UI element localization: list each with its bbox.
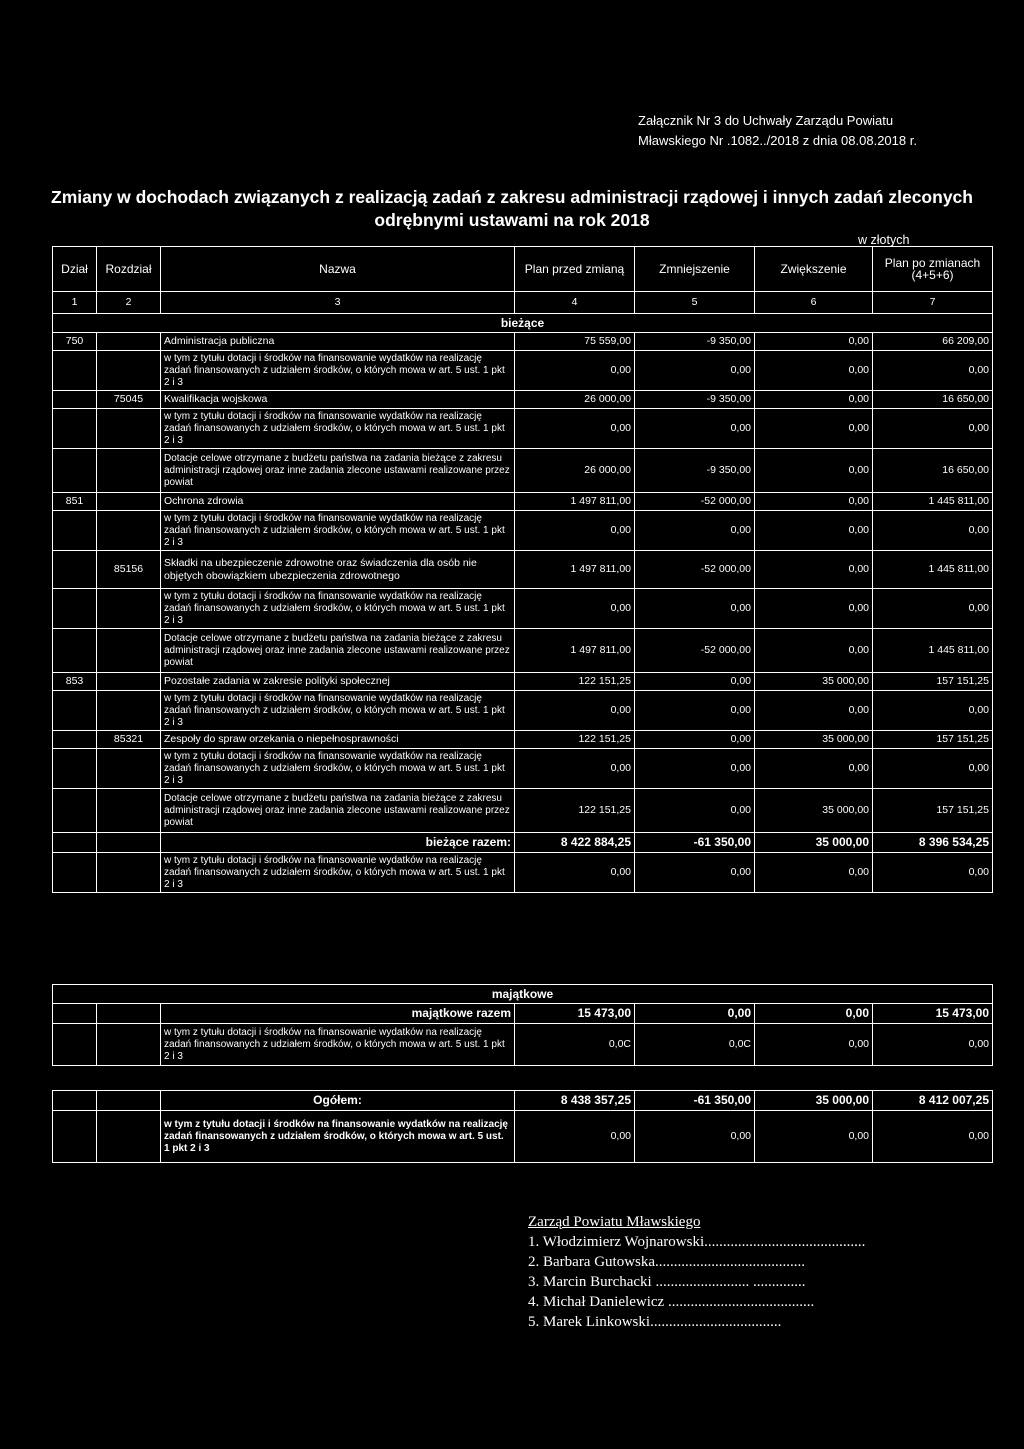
table-row-note — [53, 409, 993, 449]
plus-value: 0,00 — [755, 449, 873, 493]
table-row — [53, 493, 993, 511]
attachment-note — [638, 111, 917, 151]
ogolem-table — [52, 1090, 992, 1163]
plus-value: 0,00 — [755, 749, 873, 789]
minus-value: 0,00 — [635, 511, 755, 551]
plus-value: 35 000,00 — [755, 789, 873, 833]
note-text: w tym z tytułu dotacji i środków na finansowanie wydatków na realizację zadań finansowanych z udziałem środków, o których mowa w art. 5 ust. 1 pkt 2 i 3 — [161, 749, 515, 789]
minus-value: 0,0C — [635, 1024, 755, 1066]
majatkowe-total-label: majątkowe razem — [161, 1004, 515, 1024]
plan-value: 1 497 811,00 — [515, 551, 635, 589]
table-row-note — [53, 853, 993, 893]
after-value: 0,00 — [873, 409, 993, 449]
col-plan-przed: Plan przed zmianą — [515, 247, 635, 292]
dzial-code: 851 — [53, 493, 97, 511]
plan-value: 0,0C — [515, 1024, 635, 1066]
plan-value: 8 422 884,25 — [515, 833, 635, 853]
plan-value: 122 151,25 — [515, 789, 635, 833]
table-row-note — [53, 511, 993, 551]
after-value: 15 473,00 — [873, 1004, 993, 1024]
after-value: 1 445 811,00 — [873, 629, 993, 673]
col-dzial: Dział — [53, 247, 97, 292]
after-value: 66 209,00 — [873, 333, 993, 351]
table-row — [53, 673, 993, 691]
plan-value: 15 473,00 — [515, 1004, 635, 1024]
section-majatkowe-row — [53, 985, 993, 1004]
note-text: w tym z tytułu dotacji i środków na finansowanie wydatków na realizację zadań finansowanych z udziałem środków, o których mowa w art. 5 ust. 1 pkt 2 i 3 — [161, 589, 515, 629]
plus-value: 0,00 — [755, 333, 873, 351]
after-value: 157 151,25 — [873, 673, 993, 691]
biezace-total-row — [53, 833, 993, 853]
after-value: 1 445 811,00 — [873, 493, 993, 511]
dzial-code: 853 — [53, 673, 97, 691]
col-num-7: 7 — [873, 292, 993, 314]
plan-value: 0,00 — [515, 511, 635, 551]
table-row-note — [53, 691, 993, 731]
minus-value: 0,00 — [635, 673, 755, 691]
section-majatkowe: majątkowe — [53, 985, 993, 1004]
unit-label: w złotych — [858, 233, 910, 247]
row-name: Zespoły do spraw orzekania o niepełnosprawności — [161, 731, 515, 749]
after-value: 8 412 007,25 — [873, 1091, 993, 1111]
after-value: 0,00 — [873, 351, 993, 391]
table-row-dotacje — [53, 789, 993, 833]
minus-value: -52 000,00 — [635, 551, 755, 589]
note-text: w tym z tytułu dotacji i środków na finansowanie wydatków na realizację zadań finansowanych z udziałem środków, o których mowa w art. 5 ust. 1 pkt 2 i 3 — [161, 409, 515, 449]
minus-value: -61 350,00 — [635, 1091, 755, 1111]
plan-value: 0,00 — [515, 1111, 635, 1163]
row-name: Administracja publiczna — [161, 333, 515, 351]
minus-value: -52 000,00 — [635, 493, 755, 511]
minus-value: 0,00 — [635, 589, 755, 629]
col-num-5: 5 — [635, 292, 755, 314]
plan-value: 1 497 811,00 — [515, 629, 635, 673]
dotacje-text: Dotacje celowe otrzymane z budżetu państwa na zadania bieżące z zakresu administracji rządowej oraz inne zadania zlecone ustawami realizowane przez powiat — [161, 449, 515, 493]
table-row-note — [53, 589, 993, 629]
plan-value: 0,00 — [515, 853, 635, 893]
attachment-line-2: Mławskiego Nr .1082../2018 z dnia 08.08.2018 r. — [638, 133, 917, 148]
rozdzial-code: 85156 — [97, 551, 161, 589]
after-value: 0,00 — [873, 749, 993, 789]
table-row — [53, 391, 993, 409]
header-row — [53, 247, 993, 292]
plus-value: 0,00 — [755, 551, 873, 589]
signatory-1: 1. Włodzimierz Wojnarowski........................................... — [528, 1234, 866, 1250]
document-title — [30, 186, 994, 232]
table-row-dotacje — [53, 449, 993, 493]
minus-value: 0,00 — [635, 1111, 755, 1163]
plan-value: 0,00 — [515, 409, 635, 449]
plus-value: 35 000,00 — [755, 673, 873, 691]
plus-value: 0,00 — [755, 629, 873, 673]
minus-value: -9 350,00 — [635, 391, 755, 409]
signatory-5: 5. Marek Linkowski................................... — [528, 1314, 782, 1330]
col-num-6: 6 — [755, 292, 873, 314]
minus-value: 0,00 — [635, 731, 755, 749]
row-name: Kwalifikacja wojskowa — [161, 391, 515, 409]
column-number-row — [53, 292, 993, 314]
table-row-note — [53, 351, 993, 391]
plan-value: 0,00 — [515, 749, 635, 789]
signatory-4: 4. Michał Danielewicz ....................................... — [528, 1294, 815, 1310]
note-text: w tym z tytułu dotacji i środków na finansowanie wydatków na realizację zadań finansowanych z udziałem środków, o których mowa w art. 5 ust. 1 pkt 2 i 3 — [161, 511, 515, 551]
plus-value: 35 000,00 — [755, 1091, 873, 1111]
plan-value: 122 151,25 — [515, 731, 635, 749]
table-row — [53, 333, 993, 351]
main-table — [52, 246, 992, 893]
majatkowe-total-row — [53, 1004, 993, 1024]
minus-value: -9 350,00 — [635, 449, 755, 493]
minus-value: 0,00 — [635, 749, 755, 789]
board-title: Zarząd Powiatu Mławskiego — [528, 1214, 701, 1230]
col-plan-po: Plan po zmianach (4+5+6) — [873, 247, 993, 292]
plus-value: 0,00 — [755, 351, 873, 391]
plus-value: 0,00 — [755, 493, 873, 511]
plus-value: 0,00 — [755, 691, 873, 731]
col-zwiekszenie: Zwiększenie — [755, 247, 873, 292]
minus-value: 0,00 — [635, 409, 755, 449]
row-name: Pozostałe zadania w zakresie polityki społecznej — [161, 673, 515, 691]
title-line-1: Zmiany w dochodach związanych z realizacją zadań z zakresu administracji rządowej i innych zadań zleconych — [51, 187, 973, 207]
plus-value: 0,00 — [755, 1004, 873, 1024]
minus-value: 0,00 — [635, 691, 755, 731]
col-num-2: 2 — [97, 292, 161, 314]
col-num-1: 1 — [53, 292, 97, 314]
plan-value: 1 497 811,00 — [515, 493, 635, 511]
col-nazwa: Nazwa — [161, 247, 515, 292]
plus-value: 35 000,00 — [755, 731, 873, 749]
plus-value: 0,00 — [755, 853, 873, 893]
section-biezace: bieżące — [53, 314, 993, 333]
note-text: w tym z tytułu dotacji i środków na finansowanie wydatków na realizację zadań finansowanych z udziałem środków, o których mowa w art. 5 ust. 1 pkt 2 i 3 — [161, 1111, 515, 1163]
after-value: 0,00 — [873, 691, 993, 731]
minus-value: 0,00 — [635, 789, 755, 833]
signatory-2: 2. Barbara Gutowska........................................ — [528, 1254, 806, 1270]
plus-value: 0,00 — [755, 391, 873, 409]
row-name: Składki na ubezpieczenie zdrowotne oraz świadczenia dla osób nie objętych obowiązkiem ubezpieczenia zdrowotnego — [161, 551, 515, 589]
col-num-3: 3 — [161, 292, 515, 314]
after-value: 0,00 — [873, 1024, 993, 1066]
after-value: 0,00 — [873, 853, 993, 893]
majatkowe-table — [52, 984, 992, 1066]
after-value: 0,00 — [873, 589, 993, 629]
after-value: 16 650,00 — [873, 449, 993, 493]
after-value: 8 396 534,25 — [873, 833, 993, 853]
plan-value: 8 438 357,25 — [515, 1091, 635, 1111]
row-name: Ochrona zdrowia — [161, 493, 515, 511]
plus-value: 0,00 — [755, 1111, 873, 1163]
plan-value: 75 559,00 — [515, 333, 635, 351]
after-value: 157 151,25 — [873, 789, 993, 833]
after-value: 0,00 — [873, 511, 993, 551]
note-text: w tym z tytułu dotacji i środków na finansowanie wydatków na realizację zadań finansowanych z udziałem środków, o których mowa w art. 5 ust. 1 pkt 2 i 3 — [161, 853, 515, 893]
plan-value: 0,00 — [515, 351, 635, 391]
dotacje-text: Dotacje celowe otrzymane z budżetu państwa na zadania bieżące z zakresu administracji rządowej oraz inne zadania zlecone ustawami realizowane przez powiat — [161, 629, 515, 673]
rozdzial-code: 75045 — [97, 391, 161, 409]
dzial-code: 750 — [53, 333, 97, 351]
title-line-2: odrębnymi ustawami na rok 2018 — [374, 210, 650, 230]
table-row-note — [53, 1111, 993, 1163]
signatures-block — [528, 1212, 865, 1332]
ogolem-total-row — [53, 1091, 993, 1111]
ogolem-label: Ogółem: — [161, 1091, 515, 1111]
col-rozdzial: Rozdział — [97, 247, 161, 292]
table-row — [53, 551, 993, 589]
rozdzial-code: 85321 — [97, 731, 161, 749]
plan-value: 0,00 — [515, 691, 635, 731]
note-text: w tym z tytułu dotacji i środków na finansowanie wydatków na realizację zadań finansowanych z udziałem środków, o których mowa w art. 5 ust. 1 pkt 2 i 3 — [161, 691, 515, 731]
minus-value: 0,00 — [635, 853, 755, 893]
table-row-note — [53, 1024, 993, 1066]
minus-value: -9 350,00 — [635, 333, 755, 351]
col-zmniejszenie: Zmniejszenie — [635, 247, 755, 292]
signatory-3: 3. Marcin Burchacki ......................... .............. — [528, 1274, 806, 1290]
plus-value: 0,00 — [755, 589, 873, 629]
table-row — [53, 731, 993, 749]
plan-value: 122 151,25 — [515, 673, 635, 691]
after-value: 157 151,25 — [873, 731, 993, 749]
dotacje-text: Dotacje celowe otrzymane z budżetu państwa na zadania bieżące z zakresu administracji rządowej oraz inne zadania zlecone ustawami realizowane przez powiat — [161, 789, 515, 833]
attachment-line-1: Załącznik Nr 3 do Uchwały Zarządu Powiatu — [638, 113, 894, 128]
after-value: 1 445 811,00 — [873, 551, 993, 589]
table-row-note — [53, 749, 993, 789]
plan-value: 0,00 — [515, 589, 635, 629]
after-value: 0,00 — [873, 1111, 993, 1163]
plus-value: 0,00 — [755, 1024, 873, 1066]
plan-value: 26 000,00 — [515, 449, 635, 493]
note-text: w tym z tytułu dotacji i środków na finansowanie wydatków na realizację zadań finansowanych z udziałem środków, o których mowa w art. 5 ust. 1 pkt 2 i 3 — [161, 1024, 515, 1066]
minus-value: -61 350,00 — [635, 833, 755, 853]
after-value: 16 650,00 — [873, 391, 993, 409]
plan-value: 26 000,00 — [515, 391, 635, 409]
note-text: w tym z tytułu dotacji i środków na finansowanie wydatków na realizację zadań finansowanych z udziałem środków, o których mowa w art. 5 ust. 1 pkt 2 i 3 — [161, 351, 515, 391]
plus-value: 0,00 — [755, 409, 873, 449]
plus-value: 35 000,00 — [755, 833, 873, 853]
minus-value: -52 000,00 — [635, 629, 755, 673]
minus-value: 0,00 — [635, 1004, 755, 1024]
section-biezace-row — [53, 314, 993, 333]
minus-value: 0,00 — [635, 351, 755, 391]
biezace-total-label: bieżące razem: — [161, 833, 515, 853]
table-row-dotacje — [53, 629, 993, 673]
plus-value: 0,00 — [755, 511, 873, 551]
col-num-4: 4 — [515, 292, 635, 314]
